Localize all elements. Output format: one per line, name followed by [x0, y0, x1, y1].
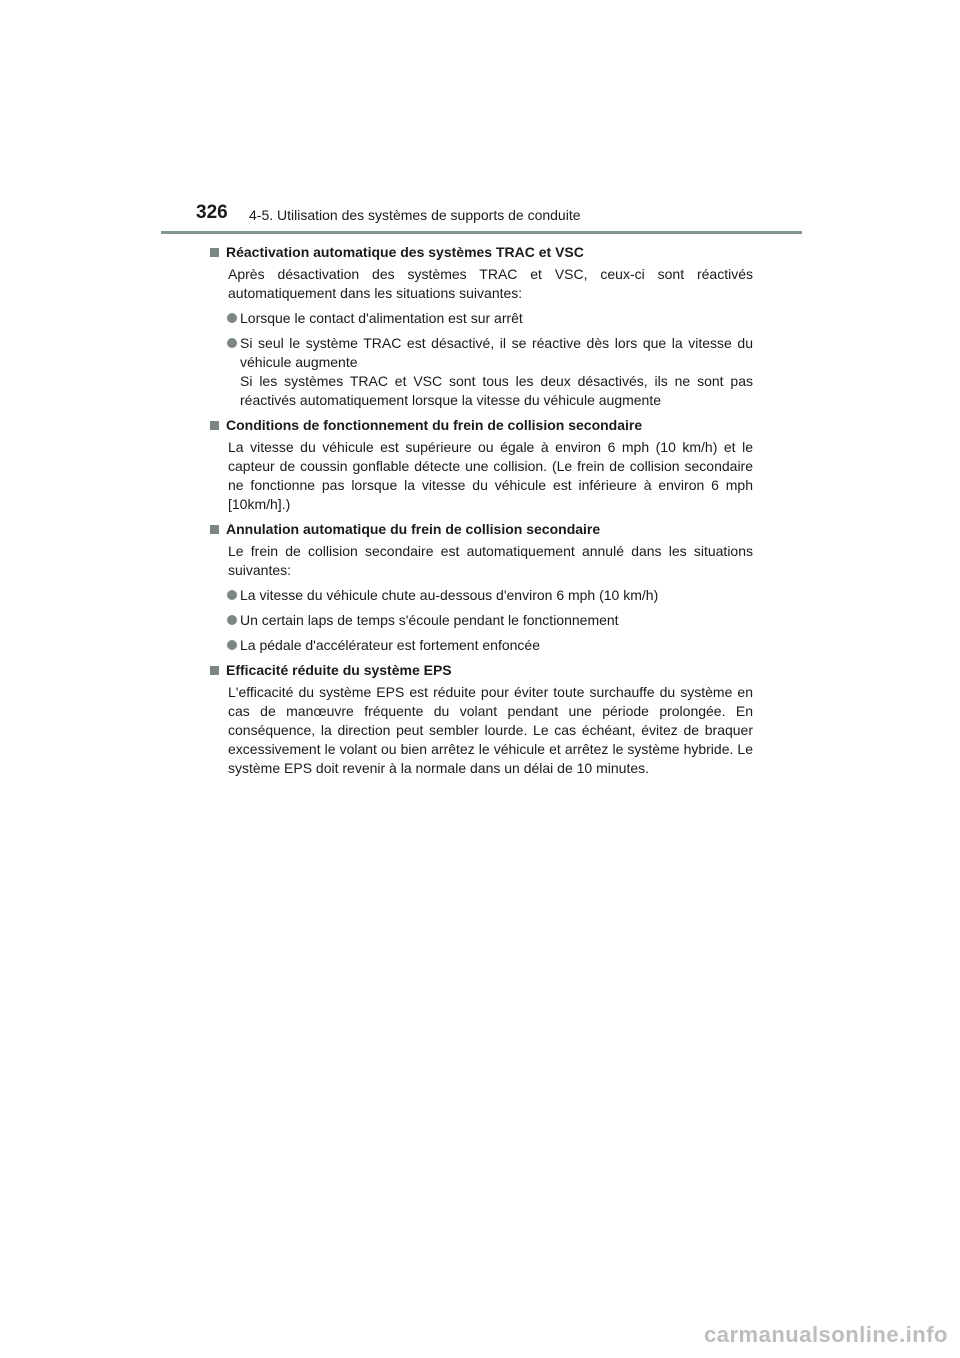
section-heading	[209, 243, 753, 262]
list-item-text: Si seul le système TRAC est désactivé, il se réactive dès lors que la vitesse du véhicule augmente	[240, 335, 753, 370]
section-heading-text: Conditions de fonctionnement du frein de collision secondaire	[226, 417, 643, 433]
chapter-title: 4-5. Utilisation des systèmes de supports de conduite	[249, 207, 581, 223]
square-bullet-icon	[210, 666, 219, 675]
section-paragraph: La vitesse du véhicule est supérieure ou égale à environ 6 mph (10 km/h) et le capteur de coussin gonflable détecte une collision. (Le frein de collision secondaire ne fonctionne pas lorsque la vitesse du véhicule est inférieure à environ 6 mph [10km/h].)	[228, 439, 753, 512]
page-content	[209, 243, 753, 784]
section-paragraph: Le frein de collision secondaire est automatiquement annulé dans les situations suivantes:	[228, 543, 753, 578]
site-watermark: carmanualsonline.info	[704, 1322, 948, 1347]
bullet-list	[209, 309, 753, 410]
square-bullet-icon	[210, 248, 219, 257]
list-item	[209, 636, 753, 655]
circle-bullet-icon	[227, 313, 237, 323]
section-heading-text: Annulation automatique du frein de collision secondaire	[226, 521, 601, 537]
circle-bullet-icon	[227, 640, 237, 650]
list-item	[209, 586, 753, 605]
bullet-list	[209, 586, 753, 655]
list-item	[209, 309, 753, 328]
circle-bullet-icon	[227, 590, 237, 600]
list-item-text: Un certain laps de temps s'écoule pendant le fonctionnement	[240, 612, 619, 628]
section-heading-text: Réactivation automatique des systèmes TRAC et VSC	[226, 244, 584, 260]
list-item-text: Lorsque le contact d'alimentation est sur arrêt	[240, 310, 523, 326]
section-heading	[209, 520, 753, 539]
page-number: 326	[196, 202, 228, 223]
circle-bullet-icon	[227, 615, 237, 625]
list-item	[209, 334, 753, 410]
section-paragraph: Après désactivation des systèmes TRAC et VSC, ceux-ci sont réactivés automatiquement dans les situations suivantes:	[228, 266, 753, 301]
section-heading	[209, 416, 753, 435]
section-heading-text: Efficacité réduite du système EPS	[226, 662, 452, 678]
list-item	[209, 611, 753, 630]
section-secondary-collision-brake-cancel	[209, 520, 753, 655]
header-divider	[161, 231, 802, 234]
list-item-text: La vitesse du véhicule chute au-dessous d'environ 6 mph (10 km/h)	[240, 587, 659, 603]
square-bullet-icon	[210, 525, 219, 534]
circle-bullet-icon	[227, 338, 237, 348]
section-eps-reduced-efficiency	[209, 661, 753, 778]
page-header	[196, 200, 802, 238]
section-paragraph: L'efficacité du système EPS est réduite pour éviter toute surchauffe du système en cas de manœuvre fréquente du volant pendant une période prolongée. En conséquence, la direction peut sembler lourde. Le cas échéant, évitez de braquer excessivement le volant ou bien arrêtez le véhicule et arrêtez le système hybride. Le système EPS doit revenir à la normale dans un délai de 10 minutes.	[228, 684, 753, 776]
list-item-text: Si les systèmes TRAC et VSC sont tous les deux désactivés, ils ne sont pas réactivés automatiquement lorsque la vitesse du véhicule augmente	[240, 373, 753, 408]
list-item-text: La pédale d'accélérateur est fortement enfoncée	[240, 637, 540, 653]
section-trac-vsc-reactivation	[209, 243, 753, 410]
square-bullet-icon	[210, 421, 219, 430]
section-secondary-collision-brake-conditions	[209, 416, 753, 514]
section-heading	[209, 661, 753, 680]
